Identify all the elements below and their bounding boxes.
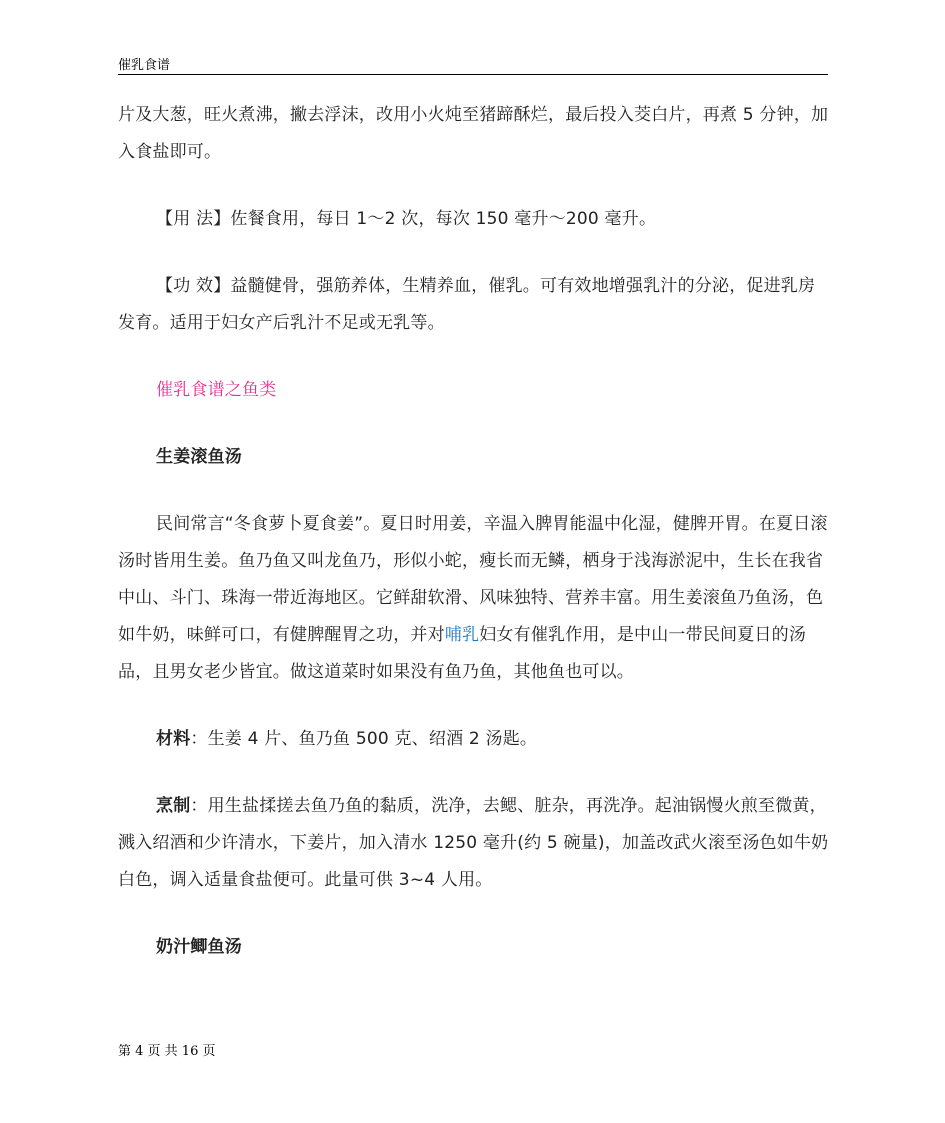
cooking-text: ：用生盐揉搓去鱼乃鱼的黏质，洗净，去鳃、脏杂，再洗净。起油锅慢火煎至微黄，溅入绍酒和少许清水，下姜片，加入清水 1250 毫升(约 5 碗量)，加盖改武火滚至汤色如牛奶白色，调入适量食盐便可。此量可供 3~4 人用。: [118, 796, 829, 890]
breastfeeding-link[interactable]: 哺乳: [444, 625, 480, 645]
paragraph-intro: [118, 506, 830, 691]
paragraph-cooking: [118, 788, 830, 899]
paragraph-materials: [118, 721, 830, 758]
section-title: 催乳食谱之鱼类: [156, 380, 277, 400]
page-footer: [118, 1040, 215, 1059]
materials-text: ：生姜 4 片、鱼乃鱼 500 克、绍酒 2 汤匙。: [190, 729, 538, 749]
paragraph-effect: 【功 效】益髓健骨，强筋养体，生精养血，催乳。可有效地增强乳汁的分泌，促进乳房发育。适用于妇女产后乳汁不足或无乳等。: [118, 276, 816, 333]
paragraph-cooking-end: 片及大葱，旺火煮沸，撇去浮沫，改用小火炖至猪蹄酥烂，最后投入茭白片，再煮 5 分钟，加入食盐即可。: [118, 105, 829, 162]
materials-label: 材料: [156, 729, 191, 749]
header-title: 催乳食谱: [118, 58, 171, 73]
cooking-label: 烹制: [156, 796, 191, 816]
recipe-title-ginger-fish-soup: 生姜滚鱼汤: [156, 447, 242, 467]
page-header: [118, 56, 828, 75]
document-body: [118, 97, 830, 966]
intro-text-after: 妇女有催乳作用，是中山一带民间夏日的汤品，且男女老少皆宜。做这道菜时如果没有鱼乃鱼，其他鱼也可以。: [118, 625, 807, 682]
paragraph-usage: 【用 法】佐餐食用，每日 1～2 次，每次 150 毫升～200 毫升。: [156, 209, 657, 229]
page-number: 第 4 页 共 16 页: [118, 1044, 216, 1059]
recipe-title-milky-crucian-soup: 奶汁鲫鱼汤: [156, 937, 242, 957]
intro-text-before: 民间常言“冬食萝卜夏食姜”。夏日时用姜，辛温入脾胃能温中化湿，健脾开胃。在夏日滚汤时皆用生姜。鱼乃鱼又叫龙鱼乃，形似小蛇，瘦长而无鳞，栖身于浅海淤泥中，生长在我省中山、斗门、珠海一带近海地区。它鲜甜软滑、风味独特、营养丰富。用生姜滚鱼乃鱼汤，色如牛奶，味鲜可口，有健脾醒胃之功，并对: [118, 514, 828, 645]
